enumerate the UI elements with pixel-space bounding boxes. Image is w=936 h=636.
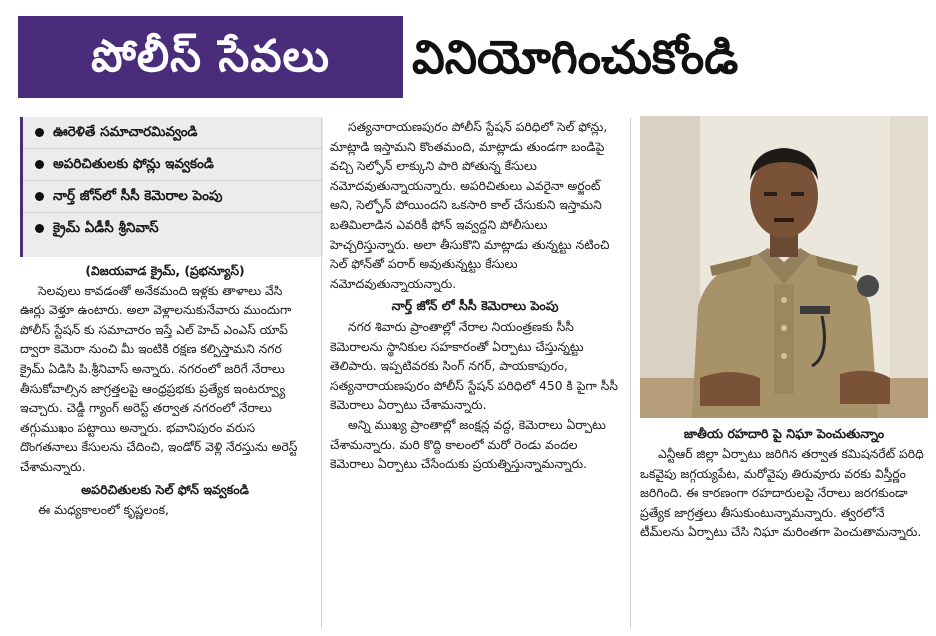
article-paragraph: ఈ మధ్యకాలంలో కృష్ణలంక, bbox=[38, 503, 169, 518]
highlight-bullets-box bbox=[20, 117, 323, 257]
headline-rest: వినియోగించుకోండి bbox=[412, 30, 739, 84]
article-paragraph: ఎన్టీఆర్ జిల్లా ఏర్పాటు జరిగిన తర్వాత కమిషనరేట్ పరిధి ఒకవైపు జగ్గయ్యపేట, మరోవైపు తిరువూరు వరకు విస్తీర్ణం జరిగింది. ఈ కారణంగా రహదారులపై నేరాలు జరగకుండా ప్రత్యేక జాగ్రత్తలు తీసుకుంటున్నామన్నారు. త్వరలోనే టీమ్‌లను ఏర్పాటు చేసి నిఘా మరింతగా పెంచుతామన్నారు. bbox=[640, 447, 924, 540]
article-column-2 bbox=[330, 118, 620, 630]
dateline: (విజయవాడ క్రైమ్, (ప్రభన్యూస్) bbox=[85, 264, 245, 278]
article-paragraph: అన్ని ముఖ్య ప్రాంతాల్లో జంక్షన్ల వద్ద, కెమెరాలు ఏర్పాటు చేశామన్నారు. మరి కొద్ది కాలంలో మరో రెండు వందల కెమెరాలు ఏర్పాటు చేసేందుకు ప్రయత్నిస్తున్నామన్నారు. bbox=[330, 417, 606, 472]
bullet-item bbox=[23, 149, 323, 181]
bullet-item bbox=[23, 213, 323, 244]
article-column-1 bbox=[20, 262, 310, 632]
article-paragraph: సెలవులు కావడంతో అనేకమంది ఇళ్లకు తాళాలు వేసి ఊర్లు వెళ్తూ ఉంటారు. అలా వెళ్లాలనుకునేవారు ముందుగా పోలీస్ స్టేషన్ కు సమాచారం ఇస్తే ఎల్ హెచ్ ఎంఎస్ యాప్ ద్వారా కెమెరా నుంచి మీ ఇంటికి రక్షణ కల్పిస్తామని నగర క్రైమ్ ఏడిసి పి.శ్రీనివాస్ అన్నారు. నగరంలో జరిగే నేరాలు తీసుకోవాల్సిన జాగ్రత్తలపై ఆంధ్రప్రభకు ప్రత్యేక ఇంటర్వ్యూ ఇచ్చారు. చెడ్డీ గ్యాంగ్ అరెస్ట్ తర్వాత నగరంలో నేరాలు తగ్గుముఖం పట్టాయి అన్నారు. భవానిపురం వరుస దొంగతనాలు కేసులను చేదించి, ఇండోర్ వెళ్లి నేరస్తును అరెస్ట్ చేశామన్నారు. bbox=[20, 283, 298, 474]
bullet-text: అపరిచితులకు ఫోన్లు ఇవ్వకండి bbox=[53, 156, 214, 172]
bullet-text: ఊరెళితే సమాచారమివ్వండి bbox=[53, 124, 198, 140]
bullet-dot-icon bbox=[35, 192, 44, 201]
subheading: నార్త్ జోన్ లో సీసీ కెమెరాలు పెంపు bbox=[391, 298, 559, 314]
subheading: అపరిచితులకు సెల్ ఫోన్ ఇవ్వకండి bbox=[81, 481, 249, 497]
article-paragraph: నగర శివారు ప్రాంతాల్లో నేరాల నియంత్రణకు సీసీ కెమెరాలను స్థానికుల సహకారంతో ఏర్పాటు చేస్తున్నట్టు తెలిపారు. ఇప్పటివరకు సింగ్ నగర్, పాయకాపురం, సత్యనారాయణపురం పోలీస్ స్టేషన్ పరిధిలో 450 కి పైగా సీసీ కెమెరాలు ఏర్పాటు చేశామన్నారు. bbox=[330, 319, 618, 413]
bullet-dot-icon bbox=[35, 128, 44, 137]
bullet-item bbox=[23, 117, 323, 149]
column-divider bbox=[321, 118, 322, 628]
officer-photo bbox=[640, 116, 928, 418]
headline-highlighted: పోలీస్ సేవలు bbox=[18, 16, 403, 98]
column-divider bbox=[630, 118, 631, 628]
photo-caption: జాతీయ రహదారి పై నిఘా పెంచుతున్నాం bbox=[683, 426, 885, 441]
article-column-3 bbox=[640, 445, 932, 635]
bullet-text: నార్త్ జోన్‌లో సీసీ కెమెరాల పెంపు bbox=[53, 188, 223, 204]
headline bbox=[0, 0, 936, 112]
bullet-dot-icon bbox=[35, 224, 44, 233]
officer-portrait-image bbox=[640, 116, 928, 418]
bullet-text: క్రైమ్ ఏడీసీ శ్రీనివాస్ bbox=[53, 220, 159, 236]
bullet-dot-icon bbox=[35, 160, 44, 169]
bullet-item bbox=[23, 181, 323, 213]
article-paragraph: సత్యనారాయణపురం పోలీస్ స్టేషన్ పరిధిలో సెల్ ఫోన్లు, మాట్లాడి ఇస్తామని కొంతమంది, మాట్లాడు తుండగా బండిపై వచ్చి సెల్ఫోన్ లాక్కుని పారి పోతున్న కేసులు నమోదవుతున్నాయన్నారు. అపరిచితులు ఎవరైనా అర్జంట్ అని, సెల్ఫోన్ పోయిందని ఒకసారి కాల్ చేసుకుని ఇస్తామని బతిమిలాడిన ఎవరికీ ఫోన్ ఇవ్వద్దని పోలీసులు హెచ్చరిస్తున్నారు. అలా తీసుకొని మాట్లాడు తున్నట్టు నటించి సెల్ ఫోన్‌తో పరార్ అవుతున్నట్టు కేసులు నమోదవుతున్నాయన్నారు. bbox=[330, 120, 610, 291]
